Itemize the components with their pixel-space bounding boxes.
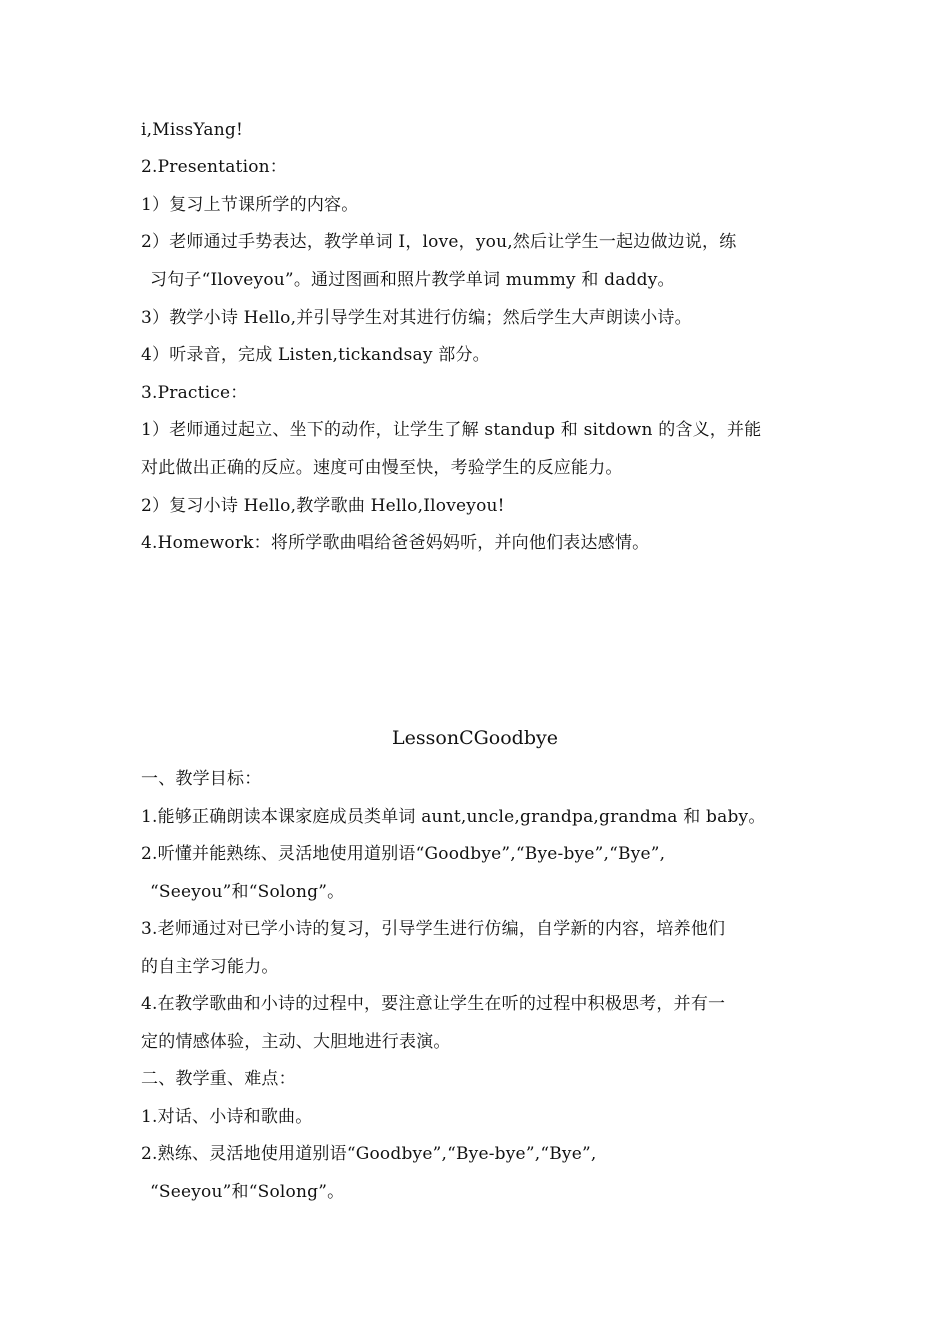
text-line: 4.在教学歌曲和小诗的过程中，要注意让学生在听的过程中积极思考，并有一 xyxy=(141,994,726,1014)
text-line: 2）复习小诗 Hello,教学歌曲 Hello,Iloveyou! xyxy=(141,496,505,516)
lesson-title: LessonCGoodbye xyxy=(392,727,558,749)
text-line: 1.对话、小诗和歌曲。 xyxy=(141,1107,313,1127)
section-heading-presentation: 2.Presentation： xyxy=(141,157,287,177)
text-line: 3.老师通过对已学小诗的复习，引导学生进行仿编，自学新的内容，培养他们 xyxy=(141,919,726,939)
section-heading-key-points: 二、教学重、难点： xyxy=(141,1069,296,1089)
text-line: “Seeyou”和“Solong”。 xyxy=(150,882,345,902)
text-line: i,MissYang! xyxy=(141,120,244,140)
section-heading-homework: 4.Homework：将所学歌曲唱给爸爸妈妈听，并向他们表达感情。 xyxy=(141,533,650,553)
text-line: 1）老师通过起立、坐下的动作，让学生了解 standup 和 sitdown 的含义，并能 xyxy=(141,420,762,440)
text-line: 对此做出正确的反应。速度可由慢至快，考验学生的反应能力。 xyxy=(141,458,623,478)
text-line: 3）教学小诗 Hello,并引导学生对其进行仿编；然后学生大声朗读小诗。 xyxy=(141,308,692,328)
section-heading-practice: 3.Practice： xyxy=(141,383,248,403)
text-line: 的自主学习能力。 xyxy=(141,957,279,977)
text-line: “Seeyou”和“Solong”。 xyxy=(150,1182,345,1202)
text-line: 习句子“Iloveyou”。通过图画和照片教学单词 mummy 和 daddy。 xyxy=(150,270,675,290)
section-heading-objectives: 一、教学目标： xyxy=(141,769,262,789)
text-line: 2.熟练、灵活地使用道别语“Goodbye”,“Bye-bye”,“Bye”, xyxy=(141,1144,597,1164)
text-line: 2.听懂并能熟练、灵活地使用道别语“Goodbye”,“Bye-bye”,“Bye”, xyxy=(141,844,666,864)
text-line: 1）复习上节课所学的内容。 xyxy=(141,195,359,215)
text-line: 1.能够正确朗读本课家庭成员类单词 aunt,uncle,grandpa,grandma 和 baby。 xyxy=(141,807,766,827)
text-line: 2）老师通过手势表达，教学单词 I，love，you,然后让学生一起边做边说，练 xyxy=(141,232,737,252)
text-line: 定的情感体验，主动、大胆地进行表演。 xyxy=(141,1032,451,1052)
text-line: 4）听录音，完成 Listen,tickandsay 部分。 xyxy=(141,345,490,365)
